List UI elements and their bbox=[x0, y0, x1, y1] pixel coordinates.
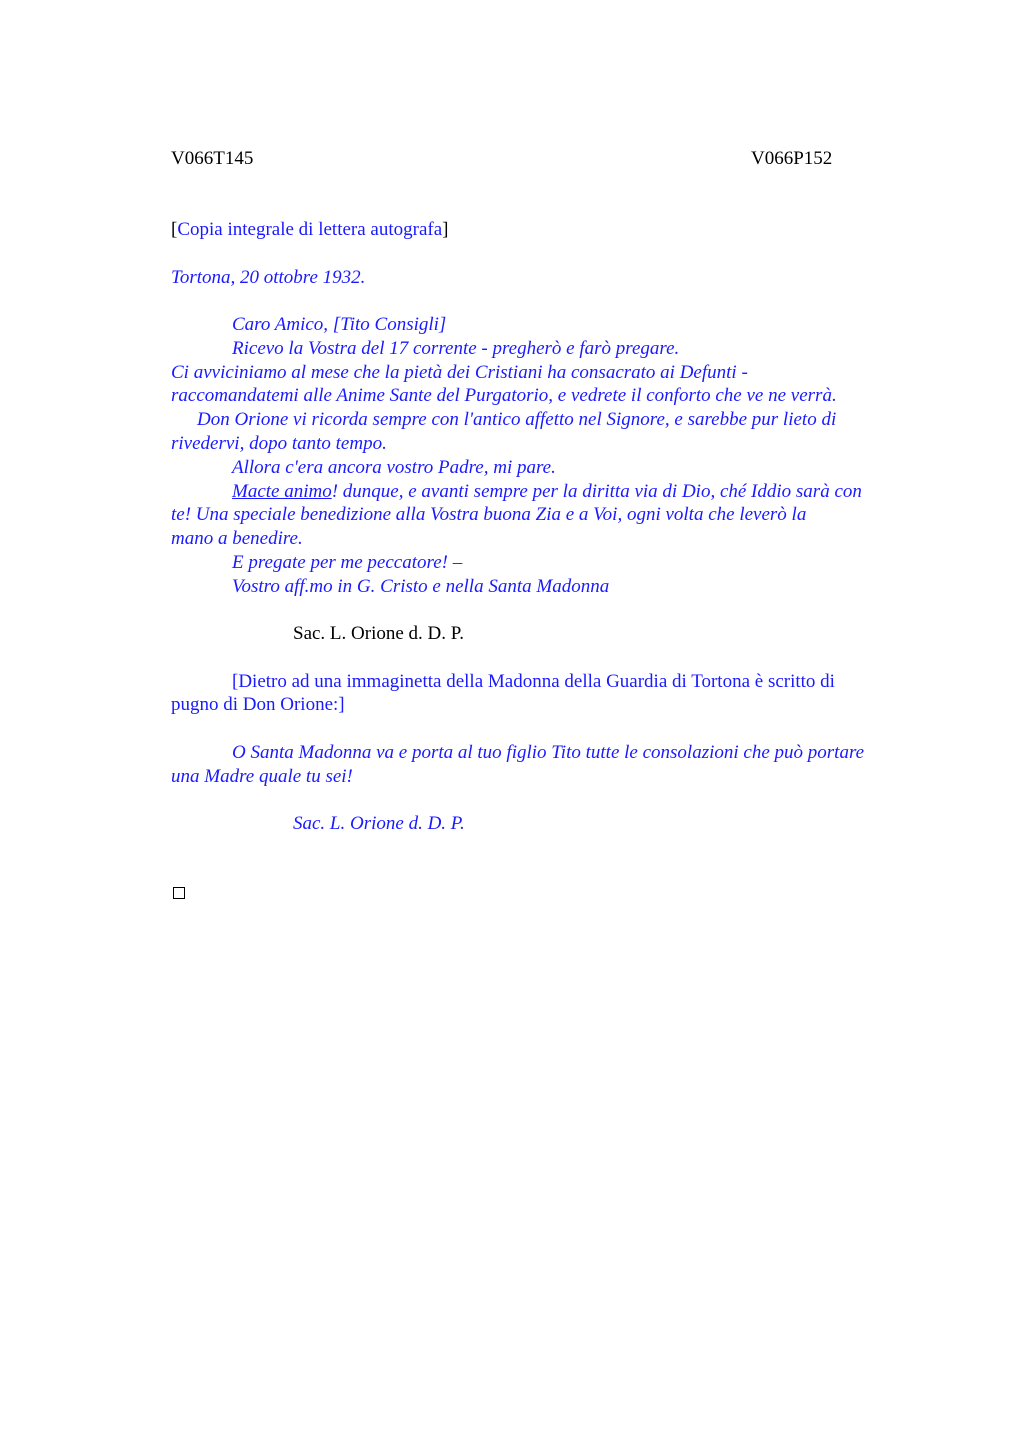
letter-line: rivedervi, dopo tanto tempo. bbox=[171, 433, 387, 454]
open-bracket: [ bbox=[171, 219, 178, 240]
letter-line: raccomandatemi alle Anime Sante del Purgatorio, e vedrete il conforto che ve ne verrà. bbox=[171, 385, 837, 406]
note-copy-text: Copia integrale di lettera autografa bbox=[177, 219, 443, 240]
dedication-signature: Sac. L. Orione d. D. P. bbox=[293, 813, 465, 834]
header-left-code: V066T145 bbox=[171, 148, 254, 169]
header-right-code: V066P152 bbox=[751, 148, 833, 169]
letter-salutation: Caro Amico, [Tito Consigli] bbox=[232, 314, 447, 335]
letter-line: mano a benedire. bbox=[171, 528, 303, 549]
checkbox-square-icon bbox=[173, 887, 185, 899]
letter-line: Don Orione vi ricorda sempre con l'antico affetto nel Signore, e sarebbe pur lieto di bbox=[197, 409, 837, 430]
letter-line: E pregate per me peccatore! – bbox=[232, 552, 463, 573]
editorial-note-image: [Dietro ad una immaginetta della Madonna della Guardia di Tortona è scritto di bbox=[232, 671, 835, 692]
letter-line: te! Una speciale benedizione alla Vostra buona Zia e a Voi, ogni volta che leverò la bbox=[171, 504, 807, 525]
letter-line: Ci avviciniamo al mese che la pietà dei Cristiani ha consacrato ai Defunti - bbox=[171, 362, 748, 383]
letter-place-date: Tortona, 20 ottobre 1932. bbox=[171, 267, 366, 288]
letter-line-macte-animo bbox=[232, 480, 862, 503]
letter-line: Allora c'era ancora vostro Padre, mi pare. bbox=[232, 457, 556, 478]
letter-line-rest: ! dunque, e avanti sempre per la diritta via di Dio, ché Iddio sarà con bbox=[331, 481, 862, 502]
underlined-phrase: Macte animo bbox=[232, 481, 332, 502]
editorial-note-copy bbox=[171, 218, 448, 241]
dedication-line: una Madre quale tu sei! bbox=[171, 766, 353, 787]
close-bracket: ] bbox=[442, 219, 449, 240]
letter-closing: Vostro aff.mo in G. Cristo e nella Santa Madonna bbox=[232, 576, 610, 597]
letter-signature: Sac. L. Orione d. D. P. bbox=[293, 623, 464, 644]
letter-line: Ricevo la Vostra del 17 corrente - pregherò e farò pregare. bbox=[232, 338, 680, 359]
dedication-line: O Santa Madonna va e porta al tuo figlio Tito tutte le consolazioni che può portare bbox=[232, 742, 865, 763]
editorial-note-image-cont: pugno di Don Orione:] bbox=[171, 694, 345, 715]
